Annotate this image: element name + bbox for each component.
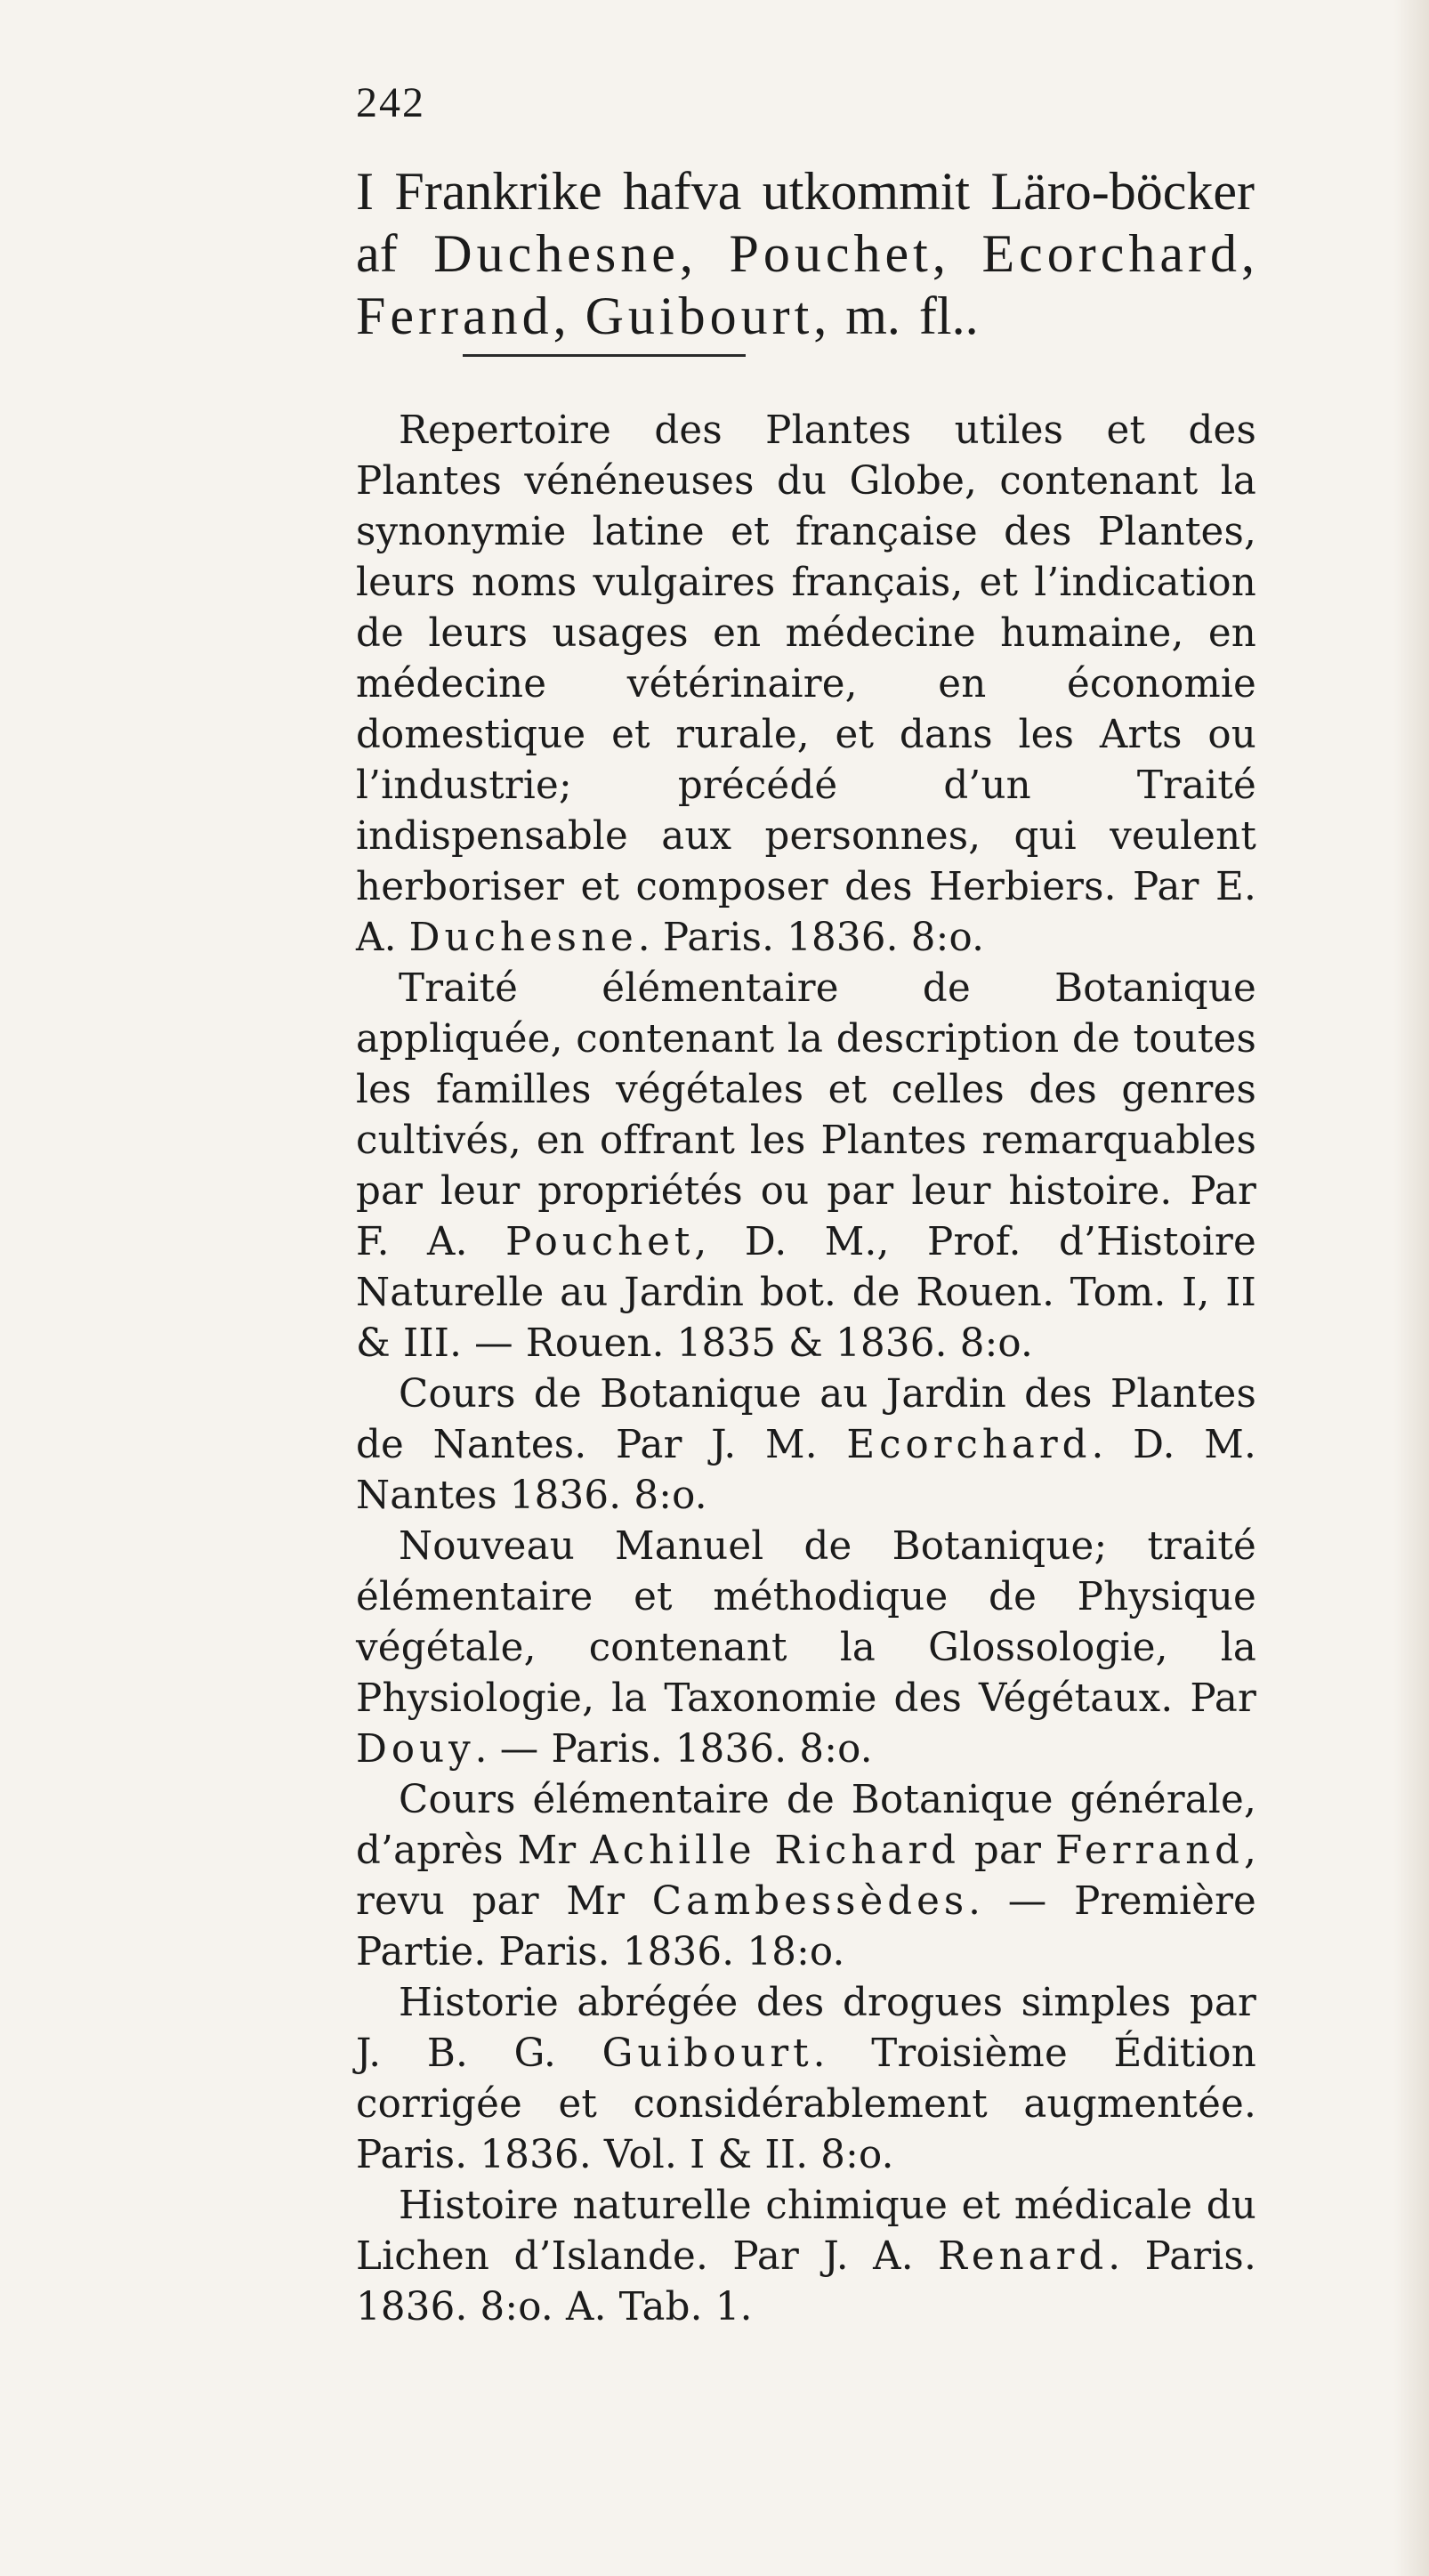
entry-author: Cambessèdes [651, 1879, 969, 1924]
page-number: 242 [356, 79, 425, 126]
bibliography-entry [356, 964, 1256, 1369]
intro-text: I Frankrike hafva utkommit Läro-böcker af [356, 162, 1255, 283]
entry-text: Historie abrégée des drogues simples par J. B. G. [356, 1981, 1256, 2076]
entry-text: Cours élémentaire de Botanique générale, d’après Mr [356, 1778, 1256, 1873]
separator: , [932, 224, 982, 283]
entry-author: Pouchet [505, 1220, 695, 1264]
bibliography-entry [356, 1775, 1256, 1978]
author-name: Ferrand [356, 287, 553, 345]
separator: , [1241, 224, 1255, 283]
entry-author: Ecorchard [846, 1423, 1092, 1467]
bibliography-entry [356, 1978, 1256, 2181]
entry-author: Douy [356, 1727, 475, 1772]
bibliography-entry [356, 1522, 1256, 1775]
bibliography-list [356, 406, 1256, 2333]
separator-rule [463, 354, 746, 357]
bibliography-entry [356, 2181, 1256, 2333]
entry-text: . — Première Partie. Paris. 1836. 18:o. [356, 1879, 1257, 1974]
intro-text-end: , m. fl.. [813, 287, 979, 345]
entry-text: , revu par Mr [356, 1829, 1257, 1924]
entry-author: Guibourt [601, 2031, 813, 2076]
entry-text: Nouveau Manuel de Botanique; traité élémentaire et méthodique de Physique végétale, contenant la Glossologie, la Physiologie, la Taxonomie des Végétaux. Par [356, 1524, 1256, 1721]
entry-text: . Paris. 1836. 8:o. A. Tab. 1. [356, 2234, 1256, 2330]
author-name: Guibourt [585, 287, 814, 345]
entry-text: . Troisième Édition corrigée et considérablement augmentée. Paris. 1836. Vol. I & II. 8:o. [356, 2031, 1256, 2177]
author-name: Duchesne [433, 224, 680, 283]
author-name: Pouchet [729, 224, 932, 283]
page-edge-shadow [1393, 0, 1429, 2576]
entry-text: par [959, 1829, 1056, 1873]
entry-author: Duchesne [408, 916, 638, 960]
entry-text: , D. M., Prof. d’Histoire Naturelle au Jardin bot. de Rouen. Tom. I, II & III. — Rouen. 1835 & 1836. 8:o. [356, 1220, 1256, 1366]
author-name: Ecorchard [981, 224, 1241, 283]
entry-text: Histoire naturelle chimique et médicale du Lichen d’Islande. Par J. A. [356, 2184, 1256, 2279]
entry-author: Renard [938, 2234, 1109, 2279]
entry-text: . Paris. 1836. 8:o. [637, 916, 985, 960]
separator: , [679, 224, 730, 283]
entry-author: Achille Richard [590, 1829, 960, 1873]
bibliography-entry [356, 406, 1256, 964]
bibliography-entry [356, 1369, 1256, 1522]
intro-paragraph [356, 160, 1255, 347]
entry-text: Cours de Botanique au Jardin des Plantes de Nantes. Par J. M. [356, 1372, 1256, 1467]
separator: , [553, 287, 585, 345]
entry-text: . D. M. Nantes 1836. 8:o. [356, 1423, 1256, 1518]
entry-author: Ferrand [1055, 1829, 1244, 1873]
entry-text: Repertoire des Plantes utiles et des Plantes vénéneuses du Globe, contenant la synonymie latine et française des Plantes, leurs noms vulgaires français, et l’indication de leurs usages en médecine humaine, en médecine vétérinaire, en économie domestique et rurale, et dans les Arts ou l’industrie; précédé d’un Traité indispensable aux personnes, qui veulent herboriser et composer des Herbiers. Par E. A. [356, 408, 1256, 960]
entry-text: . — Paris. 1836. 8:o. [474, 1727, 873, 1772]
entry-text: Traité élémentaire de Botanique appliquée, contenant la description de toutes les familles végétales et celles des genres cultivés, en offrant les Plantes remarquables par leur propriétés ou par leur histoire. Par F. A. [356, 966, 1256, 1264]
